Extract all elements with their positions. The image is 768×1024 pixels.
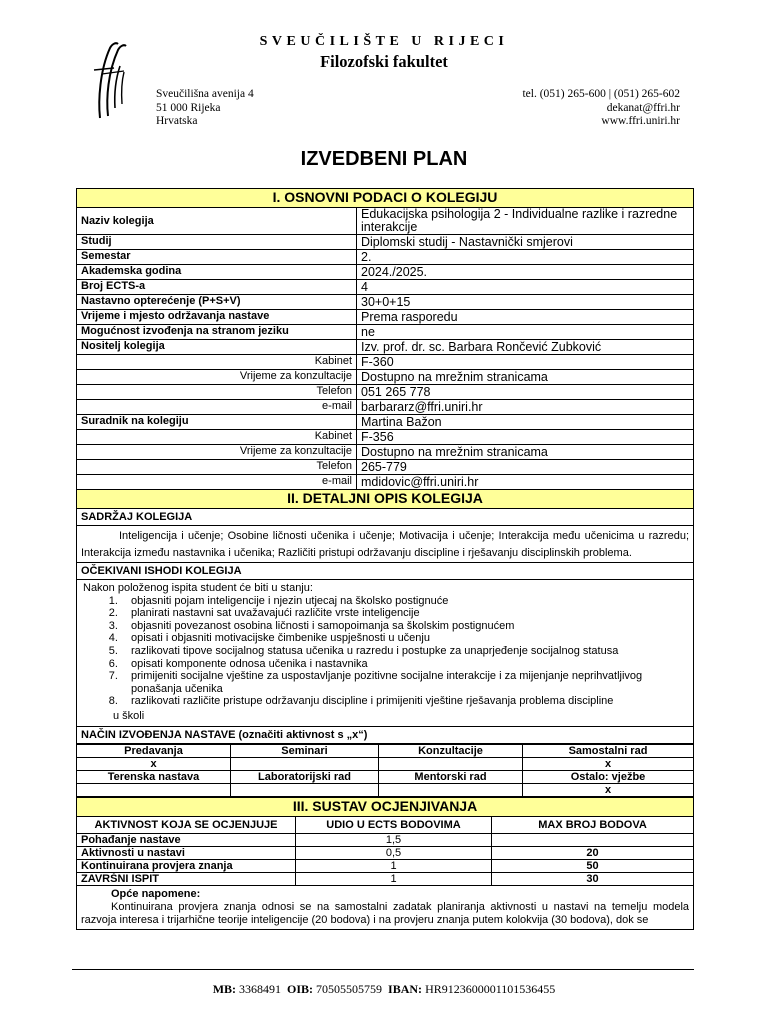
field-label: e-mail [77,400,357,415]
outcomes-block [77,580,694,727]
table-row [77,265,694,280]
field-value: F-360 [357,355,694,370]
method-mark: x [523,757,694,770]
table-row [77,475,694,490]
field-value: Izv. prof. dr. sc. Barbara Rončević Zubković [357,340,694,355]
activity-name: ZAVRŠNI ISPIT [77,872,296,885]
notes-heading: Opće napomene: [111,887,201,900]
list-item: 2. planirati nastavni sat uvažavajući različite vrste inteligencije [121,607,689,620]
content-heading: SADRŽAJ KOLEGIJA [77,509,694,526]
table-row [77,744,694,757]
table-row [77,859,694,872]
contact-website[interactable]: www.ffri.uniri.hr [601,115,680,127]
list-item: 5. razlikovati tipove socijalnog statusa učenika u razredu i postupke za unaprjeđenje socijalnog statusa [121,645,689,658]
ects-value: 1 [296,859,492,872]
ects-value: 0,5 [296,846,492,859]
table-row [77,400,694,415]
column-header: MAX BROJ BODOVA [492,816,694,833]
iban-value: HR9123600001101536455 [425,982,556,996]
faculty-name: Filozofski fakultet [320,52,448,71]
method-label: Predavanja [77,744,231,757]
table-row [77,340,694,355]
field-label: Telefon [77,385,357,400]
field-value: 2024./2025. [357,265,694,280]
table-row [77,816,694,833]
field-label: Suradnik na kolegiju [77,415,357,430]
method-mark [77,783,231,796]
field-label: Mogućnost izvođenja na stranom jeziku [77,325,357,340]
method-label: Samostalni rad [523,744,694,757]
max-points: 20 [492,846,694,859]
notes-text: Kontinuirana provjera znanja odnosi se na samostalni zadatak planiranja aktivnosti u nastavi na temelju modela razvoja interesa i trijarhične teorije inteligencije (20 bodova) i na provjeru znanja putem kolokvija (30 bodova), dok se [81,900,690,926]
field-label: Akademska godina [77,265,357,280]
table-row [77,325,694,340]
method-table [76,744,694,797]
field-value: Edukacijska psihologija 2 - Individualne razlike i razredne interakcije [357,208,694,235]
table-row [77,235,694,250]
max-points: 50 [492,859,694,872]
contact-email[interactable]: dekanat@ffri.hr [606,101,680,114]
list-item: 3. objasniti povezanost osobina ličnosti i samopoimanja sa školskim postignućem [121,620,689,633]
field-value: 2. [357,250,694,265]
method-label: Terenska nastava [77,770,231,783]
method-label: Seminari [231,744,379,757]
general-notes [77,885,694,929]
max-points: 30 [492,872,694,885]
assistant-email[interactable]: mdidovic@ffri.uniri.hr [357,475,694,490]
table-row [77,460,694,475]
section-heading: III. SUSTAV OCJENJIVANJA [77,797,694,816]
field-value: Dostupno na mrežnim stranicama [357,445,694,460]
content-text: Inteligencija i učenje; Osobine ličnosti učenika i učenje; Motivacija i učenje; Interakcija među učenicima u razredu; Interakcija između nastavnika i učenika; Različiti pristupi održavanju discipline i rješavanju disciplinskih problema. [77,526,694,563]
address-line: Hrvatska [156,115,198,127]
field-value: 051 265 778 [357,385,694,400]
field-label: Semestar [77,250,357,265]
holder-email[interactable]: barbararz@ffri.uniri.hr [357,400,694,415]
address-block [156,88,254,129]
section-heading: I. OSNOVNI PODACI O KOLEGIJU [77,189,694,208]
oib-value: 70505505759 [316,982,383,996]
method-label: Ostalo: vježbe [523,770,694,783]
list-item: 4. opisati i objasniti motivacijske čimbenike uspješnosti u učenju [121,632,689,645]
field-value: Martina Bažon [357,415,694,430]
method-mark [379,783,523,796]
method-mark: x [77,757,231,770]
field-label: Vrijeme i mjesto održavanja nastave [77,310,357,325]
table-row [77,280,694,295]
outcomes-tail: u školi [113,709,145,722]
table-row [77,445,694,460]
table-row [77,415,694,430]
mb-label: MB: [212,982,237,996]
table-row [77,355,694,370]
table-row [77,846,694,859]
activity-name: Pohađanje nastave [77,833,296,846]
footer [0,982,768,997]
method-label: Laboratorijski rad [231,770,379,783]
list-item: 8. razlikovati različite pristupe održavanju discipline i primijeniti vještine rješavanja problema discipline [121,695,689,708]
field-label: Naziv kolegija [77,208,357,235]
table-row [77,872,694,885]
field-label: Vrijeme za konzultacije [77,370,357,385]
mb-value: 3368491 [239,982,282,996]
contact-block [522,88,680,129]
method-mark [379,757,523,770]
method-heading: NAČIN IZVOĐENJA NASTAVE (označiti aktivnost s „x“) [77,726,694,743]
ects-value: 1,5 [296,833,492,846]
field-label: Kabinet [77,355,357,370]
section-heading: II. DETALJNI OPIS KOLEGIJA [77,490,694,509]
method-mark [231,783,379,796]
field-value: 30+0+15 [357,295,694,310]
table-row [77,208,694,235]
field-label: Telefon [77,460,357,475]
contact-phone: tel. (051) 265-600 | (051) 265-602 [522,88,680,100]
address-line: Sveučilišna avenija 4 [156,88,254,100]
field-value: Diplomski studij - Nastavnički smjerovi [357,235,694,250]
table-row [77,770,694,783]
table-row [77,310,694,325]
column-header: AKTIVNOST KOJA SE OCJENJUJE [77,816,296,833]
outcomes-heading: OČEKIVANI ISHODI KOLEGIJA [77,563,694,580]
field-label: Nastavno opterećenje (P+S+V) [77,295,357,310]
table-row [77,370,694,385]
method-mark: x [523,783,694,796]
outcomes-list [83,595,689,708]
method-label: Mentorski rad [379,770,523,783]
field-value: 4 [357,280,694,295]
field-label: Kabinet [77,430,357,445]
column-header: UDIO U ECTS BODOVIMA [296,816,492,833]
grading-table [76,797,694,930]
field-value: ne [357,325,694,340]
max-points [492,833,694,846]
field-label: Vrijeme za konzultacije [77,445,357,460]
table-row [77,757,694,770]
activity-name: Kontinuirana provjera znanja [77,859,296,872]
university-name: SVEUČILIŠTE U RIJECI [259,34,509,49]
field-label: e-mail [77,475,357,490]
document-body [76,188,693,930]
method-mark [231,757,379,770]
list-item: 1. objasniti pojam inteligencije i njezin utjecaj na školsko postignuće [121,595,689,608]
table-row [77,833,694,846]
iban-label: IBAN: [388,982,423,996]
field-value: Dostupno na mrežnim stranicama [357,370,694,385]
table-row [77,250,694,265]
outcomes-intro: Nakon položenog ispita student će biti u stanju: [83,582,313,594]
method-label: Konzultacije [379,744,523,757]
footer-divider [72,969,694,970]
table-row [77,783,694,796]
field-label: Broj ECTS-a [77,280,357,295]
field-label: Studij [77,235,357,250]
table-row [77,385,694,400]
ects-value: 1 [296,872,492,885]
field-value: Prema rasporedu [357,310,694,325]
table-row [77,430,694,445]
field-value: 265-779 [357,460,694,475]
oib-label: OIB: [287,982,314,996]
list-item: 6. opisati komponente odnosa učenika i nastavnika [121,658,689,671]
address-line: 51 000 Rijeka [156,101,221,114]
activity-name: Aktivnosti u nastavi [77,846,296,859]
page-title: IZVEDBENI PLAN [300,148,468,170]
field-value: F-356 [357,430,694,445]
field-label: Nositelj kolegija [77,340,357,355]
list-item: 7. primijeniti socijalne vještine za uspostavljanje pozitivne socijalne interakcije i za mijenjanje neprihvatljivog ponašanja učenika [121,670,689,695]
table-row [77,295,694,310]
basic-info-table [76,188,694,744]
